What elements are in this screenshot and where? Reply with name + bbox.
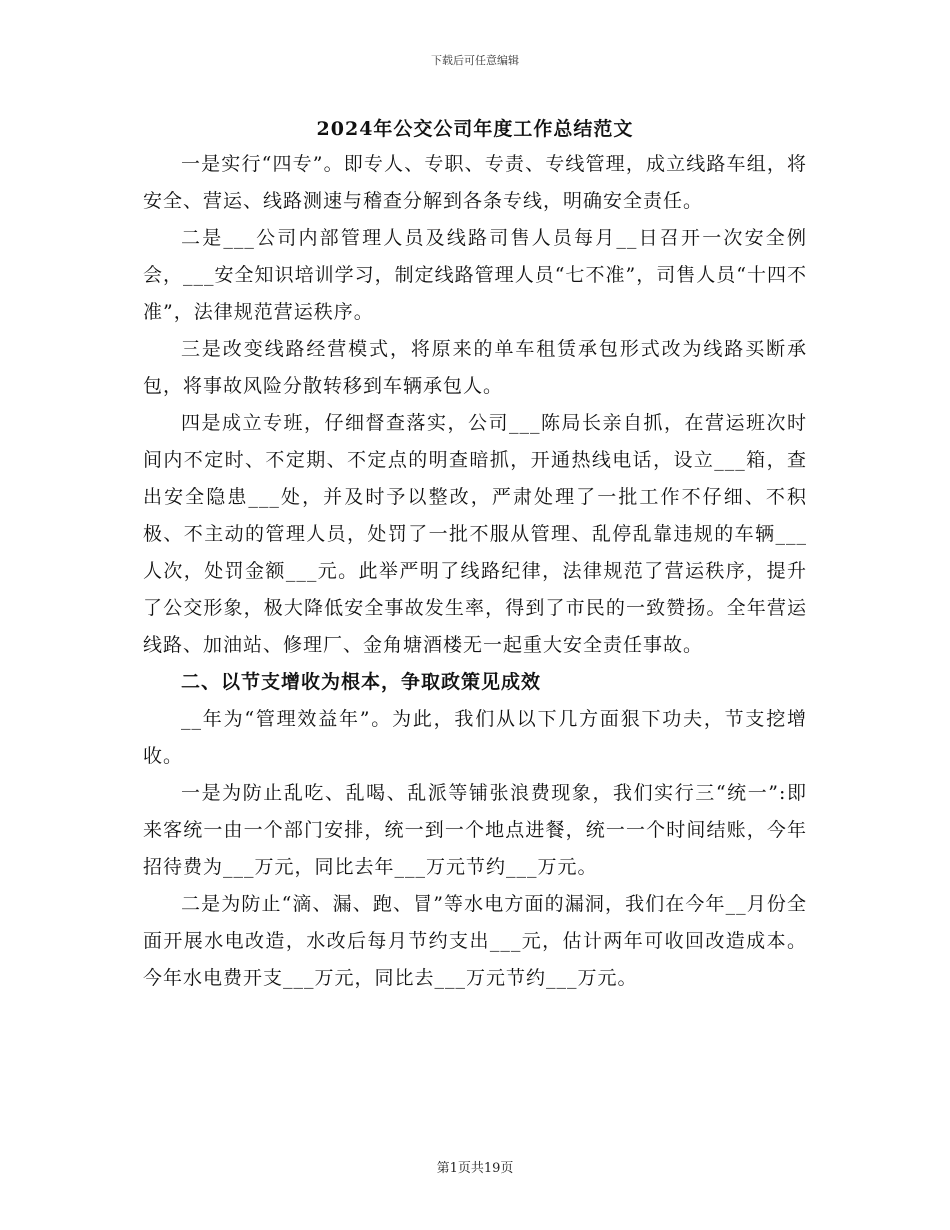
paragraph: 二是___公司内部管理人员及线路司售人员每月__日召开一次安全例会，___安全知识培训学习，制定线路管理人员“七不准”，司售人员“十四不准”，法律规范营运秩序。 (143, 227, 807, 323)
document-body (143, 146, 807, 997)
paragraph: 一是为防止乱吃、乱喝、乱派等铺张浪费现象，我们实行三“统一”:即来客统一由一个部门安排，统一到一个地点进餐，统一一个时间结账，今年招待费为___万元，同比去年___万元节约___万元。 (143, 782, 807, 878)
paragraph: 四是成立专班，仔细督查落实，公司___陈局长亲自抓，在营运班次时间内不定时、不定期、不定点的明查暗抓，开通热线电话，设立___箱，查出安全隐患___处，并及时予以整改，严肃处理了一批工作不仔细、不积极、不主动的管理人员，处罚了一批不服从管理、乱停乱靠违规的车辆___人次，处罚金额___元。此举严明了线路纪律，法律规范了营运秩序，提升了公交形象，极大降低安全事故发生率，得到了市民的一致赞扬。全年营运线路、加油站、修理厂、金角塘酒楼无一起重大安全责任事故。 (143, 412, 807, 656)
section-heading: 二、以节支增收为根本，争取政策见成效 (181, 671, 542, 693)
paragraph: 三是改变线路经营模式，将原来的单车租赁承包形式改为线路买断承包，将事故风险分散转移到车辆承包人。 (143, 338, 807, 397)
page-header-note: 下载后可任意编辑 (431, 54, 519, 67)
document-title: 2024年公交公司年度工作总结范文 (316, 118, 634, 140)
paragraph: __年为“管理效益年”。为此，我们从以下几方面狠下功夫，节支挖增收。 (143, 708, 807, 767)
paragraph: 二是为防止“滴、漏、跑、冒”等水电方面的漏洞，我们在今年__月份全面开展水电改造，水改后每月节约支出___元，估计两年可收回改造成本。今年水电费开支___万元，同比去___万元节约___万元。 (143, 893, 807, 989)
paragraph: 一是实行“四专”。即专人、专职、专责、专线管理，成立线路车组，将安全、营运、线路测速与稽查分解到各条专线，明确安全责任。 (143, 153, 807, 212)
page-number: 第1页共19页 (436, 1161, 514, 1176)
